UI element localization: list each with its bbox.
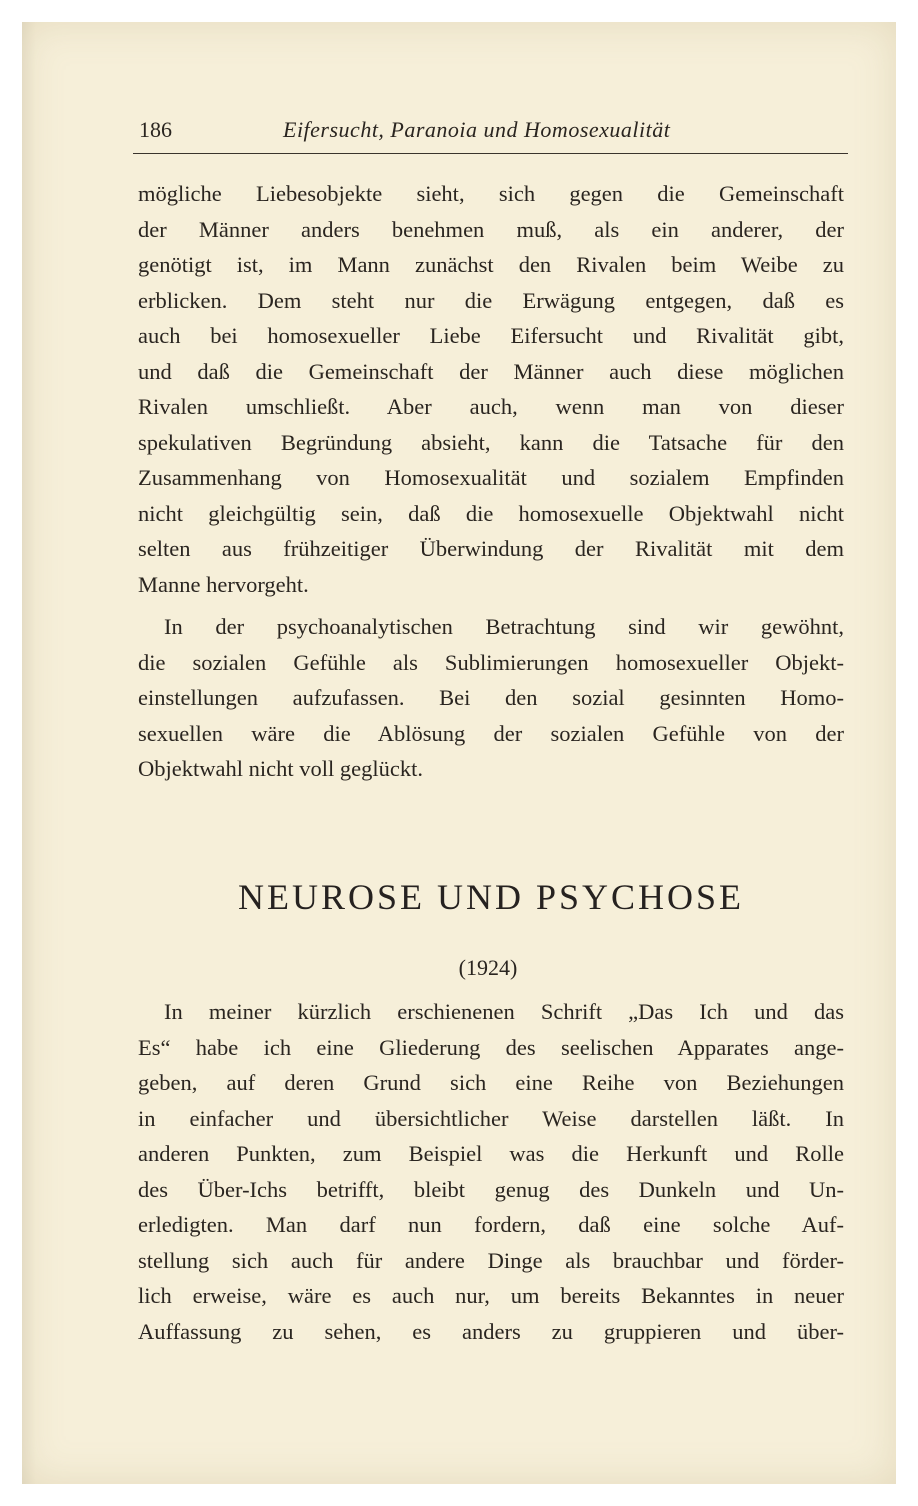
text-line: erblicken. Dem steht nur die Erwägung entgegen, daß es	[138, 287, 844, 313]
text-line: In der psychoanalytischen Betrachtung sind wir gewöhnt,	[164, 614, 844, 639]
text-line: nicht gleichgültig sein, daß die homosexuelle Objektwahl nicht	[138, 500, 844, 526]
page-number: 186	[139, 117, 172, 142]
text-line: Objektwahl nicht voll geglückt.	[138, 756, 423, 781]
text-line: die sozialen Gefühle als Sublimierungen homosexueller Objekt-	[138, 649, 844, 675]
text-line: erledigten. Man darf nun fordern, daß eine solche Auf-	[138, 1212, 844, 1237]
paragraph-2	[138, 609, 844, 787]
text-line: Rivalen umschließt. Aber auch, wenn man von dieser	[138, 394, 844, 419]
text-line: mögliche Liebesobjekte sieht, sich gegen die Gemeinschaft	[138, 181, 844, 206]
text-line: stellung sich auch für andere Dinge als brauchbar und förder-	[138, 1247, 844, 1273]
paragraph-1	[138, 176, 844, 602]
text-line: lich erweise, wäre es auch nur, um bereits Bekanntes in neuer	[138, 1283, 844, 1308]
text-line: genötigt ist, im Mann zunächst den Rivalen beim Weibe zu	[138, 252, 844, 277]
text-line: spekulativen Begründung absieht, kann die Tatsache für den	[138, 429, 844, 455]
text-line: einstellungen aufzufassen. Bei den sozial gesinnten Homo-	[138, 685, 844, 710]
page-edge-shadow	[22, 22, 36, 1484]
text-line: selten aus frühzeitiger Überwindung der Rivalität mit dem	[138, 536, 844, 561]
text-line: sexuellen wäre die Ablösung der sozialen Gefühle von der	[138, 720, 844, 746]
paragraph-3	[138, 994, 844, 1349]
text-line: Zusammenhang von Homosexualität und sozialem Empfinden	[138, 465, 844, 490]
running-head	[133, 115, 848, 151]
text-line: des Über-Ichs betrifft, bleibt genug des Dunkeln und Un-	[138, 1176, 844, 1202]
header-rule	[133, 153, 848, 154]
text-line: anderen Punkten, zum Beispiel was die Herkunft und Rolle	[138, 1141, 844, 1166]
section-title: NEUROSE UND PSYCHOSE	[237, 877, 745, 917]
text-line: Manne hervorgeht.	[138, 571, 309, 597]
text-line: geben, auf deren Grund sich eine Reihe von Beziehungen	[138, 1070, 844, 1095]
section-year: (1924)	[458, 955, 518, 980]
text-line: Es“ habe ich eine Gliederung des seelischen Apparates ange-	[138, 1034, 844, 1060]
text-line: in einfacher und übersichtlicher Weise darstellen läßt. In	[138, 1105, 844, 1131]
text-line: der Männer anders benehmen muß, als ein anderer, der	[138, 216, 844, 242]
text-line: auch bei homosexueller Liebe Eifersucht und Rivalität gibt,	[138, 323, 844, 348]
text-line: Auffassung zu sehen, es anders zu gruppieren und über-	[138, 1318, 844, 1344]
text-line: In meiner kürzlich erschienenen Schrift „Das Ich und das	[164, 999, 844, 1024]
running-title: Eifersucht, Paranoia und Homosexualität	[283, 117, 671, 142]
text-line: und daß die Gemeinschaft der Männer auch diese möglichen	[138, 358, 844, 384]
